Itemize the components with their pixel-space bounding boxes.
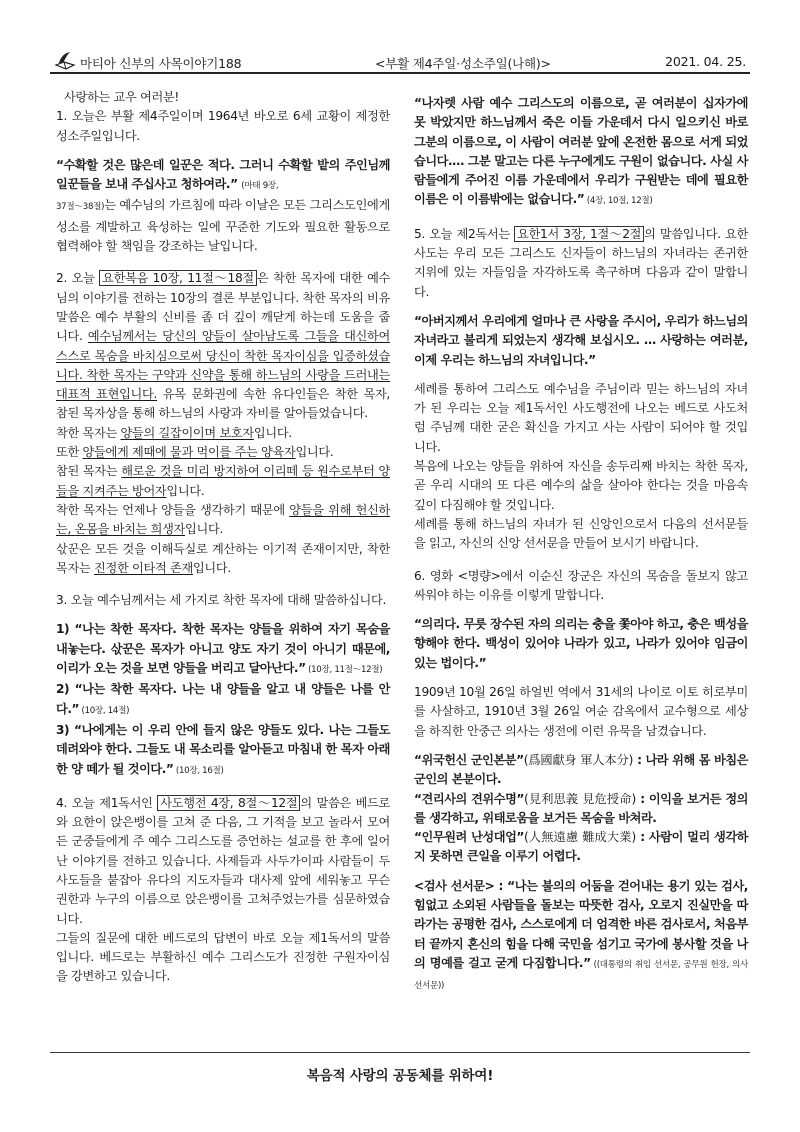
john-letter-quote [414,312,748,370]
shepherd-line-1-a: 착한 목자는 [56,425,121,440]
section-4-conclusion: 그들의 질문에 대한 베드로의 답변이 바로 오늘 제1독서의 말씀입니다. 베드로는 부활하신 예수 그리스도가 진정한 구원자이심을 강변하고 있습니다. [56,930,390,984]
section-5-body: 의 말씀입니다. 요한 사도는 우리 모든 그리스도 신자들이 하느님의 자녀라는 존귀한 지위에 있는 자들임을 자각하도록 촉구하며 다음과 같이 말합니다. [414,226,749,299]
section-2-body: 은 착한 목자에 대한 예수님의 이야기를 전하는 10장의 결론 부분입니다. 착한 목자의 비유 말씀은 예수 부활의 신비를 좀 더 깊이 깨닫게 하는데 도움을 줍니다. [56,271,391,344]
prosecutor-oath-cite: ((대통령의 취임 선서문, 공무원 헌장, 의사 선서문)) [414,959,748,992]
left-column [56,88,390,987]
admiral-quote-text: “의리다. 무릇 장수된 자의 의리는 충을 쫓아야 하고, 충은 백성을 향해야 한다. 백성이 있어야 나라가 있고, 나라가 있어야 임금이 있는 법이다.” [414,617,748,670]
section-6-body: 1909년 10월 26일 하얼빈 역에서 31세의 나이로 이토 히로부미를 사살하고, 1910년 3월 26일 여순 감옥에서 교수형으로 세상을 하직한 안중근 의사는 생전에 이런 유묵을 남겼습니다. [414,685,748,738]
shepherd-line-4-e: 입니다. [185,522,224,537]
greeting: 사랑하는 교우 여러분! [64,90,179,104]
point-2-quote: 2) “나는 착한 목자다. 나는 내 양들을 알고 내 양들은 나를 안다.” [56,682,390,716]
shepherd-line-2 [56,443,390,462]
shepherd-line-1-u: 양들의 길잡이이며 보호자 [120,425,254,440]
shepherd-line-3-u: 해로운 것을 미리 방지하여 이리떼 등 원수로부터 양들을 지켜주는 방어자 [56,464,390,498]
shepherd-line-3 [56,462,390,501]
prosecutor-oath [414,877,748,997]
john-letter-reference: 요한1서 3장, 1절～2절 [514,226,644,242]
calligraphy-1-hanja: (爲國獻身 軍人本分) [523,752,634,767]
footer-motto: 복음적 사랑의 공동체를 위하여! [306,1068,494,1084]
section-2-underlined: 예수님께서는 당신의 양들이 살아남도록 그들을 대신하여 스스로 목숨을 바치심으로써 당신이 착한 목자이심을 입증하셨습니다. 착한 목자는 구약과 신약을 통해 하느님의 사랑을 드러내는 대표적 표현입니다. [56,329,390,402]
section-4-body: 의 말씀은 베드로와 요한이 앉은뱅이를 고쳐 준 다음, 그 기적을 보고 놀라서 모여든 군중들에게 주 예수 그리스도를 증언하는 설교를 한 후에 일어난 이야기를 전하고 있습니다. 사제들과 사두가이파 사람들이 두 사도들을 붙잡아 유다의 지도자들과 대사제 앞에 세워놓고 무슨 권한과 누구의 이름으로 앉은뱅이를 고쳐주었는가를 심문하였습니다. [56,795,390,926]
calligraphy-3-meaning: : 사람이 멀리 생각하지 못하면 큰일을 이루기 어렵다. [414,830,749,864]
shepherd-line-5-e: 입니다. [192,560,231,575]
section-3-point-2 [56,680,390,721]
book-quill-icon [54,51,76,71]
shepherd-line-4-a: 착한 목자는 언제나 양들을 생각하기 때문에 [56,502,290,517]
section-5-paragraph [414,225,748,302]
john-letter-quote-text: “아버지께서 우리에게 얼마나 큰 사랑을 주시어, 우리가 하느님의 자녀라고 불리게 되었는지 생각해 보십시오. … 사랑하는 여러분, 이제 우리는 하느님의 자녀입니다.” [414,313,748,367]
calligraphy-3 [414,828,748,867]
matthew-cite-b: 37절～38절) [56,202,105,213]
series-title: 마티아 신부의 사목이야기188 [80,56,242,71]
section-5-lead: 5. 오늘 제2독서는 [414,226,515,241]
shepherd-line-1-e: 입니다. [253,425,292,440]
shepherd-line-5-a: 삯꾼은 모든 것을 이해득실로 계산하는 이기적 존재이지만, 착한 목자는 [56,541,390,575]
right-column [414,88,748,996]
point-1-cite: (10장, 11절～12절) [305,665,383,676]
prosecutor-oath-text: <검사 선서문> : “나는 불의의 어둠을 걷어내는 용기 있는 검사, 힘없고 소외된 사람들을 돌보는 따뜻한 검사, 오로지 진실만을 따라가는 공평한 검사, 스스로에게 더 엄격한 바른 검사로서, 처음부터 끝까지 혼신의 힘을 다해 국민을 섬기고 국가에 봉사할 것을 나의 명예를 걸고 굳게 다짐합니다.” [414,878,748,970]
shepherd-line-2-e: 입니다. [295,445,334,460]
point-2-cite: (10장, 14절) [79,705,130,716]
point-3-cite: (10장, 16절) [173,765,224,776]
footer-rule [50,1052,750,1053]
section-2-body-b: 유목 문화권에 속한 유다인들은 착한 목자, 참된 목자상을 통해 하느님의 사랑과 자비를 알아들었습니다. [56,387,390,421]
shepherd-line-3-e: 입니다. [166,483,205,498]
section-4-lead: 4. 오늘 제1독서인 [56,795,158,810]
admiral-quote [414,615,748,673]
section-3-intro: 3. 오늘 예수님께서는 세 가지로 착한 목자에 대해 말씀하십니다. [56,593,387,608]
section-5-body-d: 세례를 통해 하느님의 자녀가 된 신앙인으로서 다음의 선서문들을 읽고, 자신의 신앙 선서문을 만들어 보시기 바랍니다. [414,516,748,551]
section-1-body: 는 예수님의 가르침에 따라 이날은 모든 그리스도인에게 성소를 계발하고 육성하는 일에 꾸준한 기도와 필요한 활동으로 협력해야 할 책임을 강조하는 날입니다. [56,198,390,254]
section-1-intro: 1. 오늘은 부활 제4주일이며 1964년 바오로 6세 교황이 제정한 성소주일입니다. [56,109,390,143]
shepherd-line-5-u: 진정한 이타적 존재 [94,560,193,575]
calligraphy-2-meaning: : 이익을 보거든 정의를 생각하고, 위태로움을 보거든 목숨을 바쳐라. [414,791,749,825]
shepherd-line-5 [56,540,390,579]
shepherd-line-2-a: 또한 [56,445,83,460]
liturgical-subtitle: <부활 제4주일·성소주일(나해)> [375,56,551,71]
section-3-point-3 [56,721,390,781]
calligraphy-3-korean: “인무원려 난성대업” [414,830,524,845]
point-1-quote: 1) “나는 착한 목자다. 착한 목자는 양들을 위하여 자기 목숨을 내놓는다. 삯꾼은 목자가 아니고 양도 자기 것이 아니기 때문에, 이리가 오는 것을 보면 양들을 버리고 달아난다.” [56,622,390,676]
acts-quote-paragraph [414,94,748,212]
shepherd-line-4-u: 양들을 위해 헌신하는, 온몸을 바치는 희생자 [56,502,390,537]
shepherd-line-1 [56,424,390,443]
shepherd-line-4 [56,501,390,540]
shepherd-line-2-u: 양들에게 제때에 물과 먹이를 주는 양육자 [82,445,296,460]
section-5-body-b: 세례를 통하여 그리스도 예수님을 주님이라 믿는 하느님의 자녀가 된 우리는 오늘 제1독서인 사도행전에 나오는 베드로 사도처럼 주님께 대한 굳은 확신을 가지고 사는 사람이 되어야 할 것입니다. [414,381,748,454]
section-1-quote-paragraph [56,156,390,256]
section-2-paragraph [56,269,390,423]
header-rule [50,72,750,74]
acts-reference: 사도행전 4장, 8절～12절 [157,795,300,811]
calligraphy-2-korean: “견리사의 견위수명” [414,791,524,806]
calligraphy-1-meaning: : 나라 위해 몸 바침은 군인의 본분이다. [414,752,748,787]
bulletin-header [50,48,750,74]
section-3-point-1 [56,620,390,680]
calligraphy-1 [414,751,748,790]
acts-quote: “나자렛 사람 예수 그리스도의 이름으로, 곧 여러분이 십자가에 못 박았지만 하느님께서 죽은 이들 가운데서 다시 일으키신 바로 그분의 이름으로, 이 사람이 여러분 앞에 온전한 몸으로 서게 되었습니다.… 그분 말고는 다른 누구에게도 구원이 없습니다. 사실 사람들에게 주어진 이름 가운데에서 우리가 구원받는 데에 필요한 이름은 이 이름밖에는 없습니다.” [414,96,748,207]
point-3-quote: 3) “나에게는 이 우리 안에 들지 않은 양들도 있다. 나는 그들도 데려와야 한다. 그들도 내 목소리를 알아듣고 마침내 한 목자 아래 한 양 떼가 될 것이다.” [56,722,390,776]
matthew-cite-a: (마태 9장, [241,181,279,192]
acts-quote-cite: (4장, 10절, 12절) [584,196,653,207]
issue-date: 2021. 04. 25. [665,54,746,69]
shepherd-line-3-a: 참된 목자는 [56,464,122,479]
calligraphy-2-hanja: (見利思義 見危授命) [523,791,637,806]
matthew-quote: “수확할 것은 많은데 일꾼은 적다. 그러니 수확할 밭의 주인님께 일꾼들을 보내 주십사고 청하여라.” [56,157,390,192]
calligraphy-2 [414,790,748,829]
section-6-intro: 6. 영화 <명량>에서 이순신 장군은 자신의 목숨을 돌보지 않고 싸워야 하는 이유를 이렇게 말합니다. [414,568,748,602]
section-4-paragraph [56,794,390,929]
gospel-reference: 요한복음 10장, 11절～18절 [99,270,257,286]
section-2-lead: 2. 오늘 [56,271,100,286]
calligraphy-3-hanja: (人無遠慮 難成大業) [523,830,637,845]
calligraphy-1-korean: “위국헌신 군인본분” [414,752,524,767]
section-5-body-c: 복음에 나오는 양들을 위하여 자신을 송두리째 바치는 착한 목자, 곧 우리 시대의 또 다른 예수의 삶을 살아야 한다는 것을 마음속 깊이 다짐해야 할 것입니다. [414,459,748,512]
